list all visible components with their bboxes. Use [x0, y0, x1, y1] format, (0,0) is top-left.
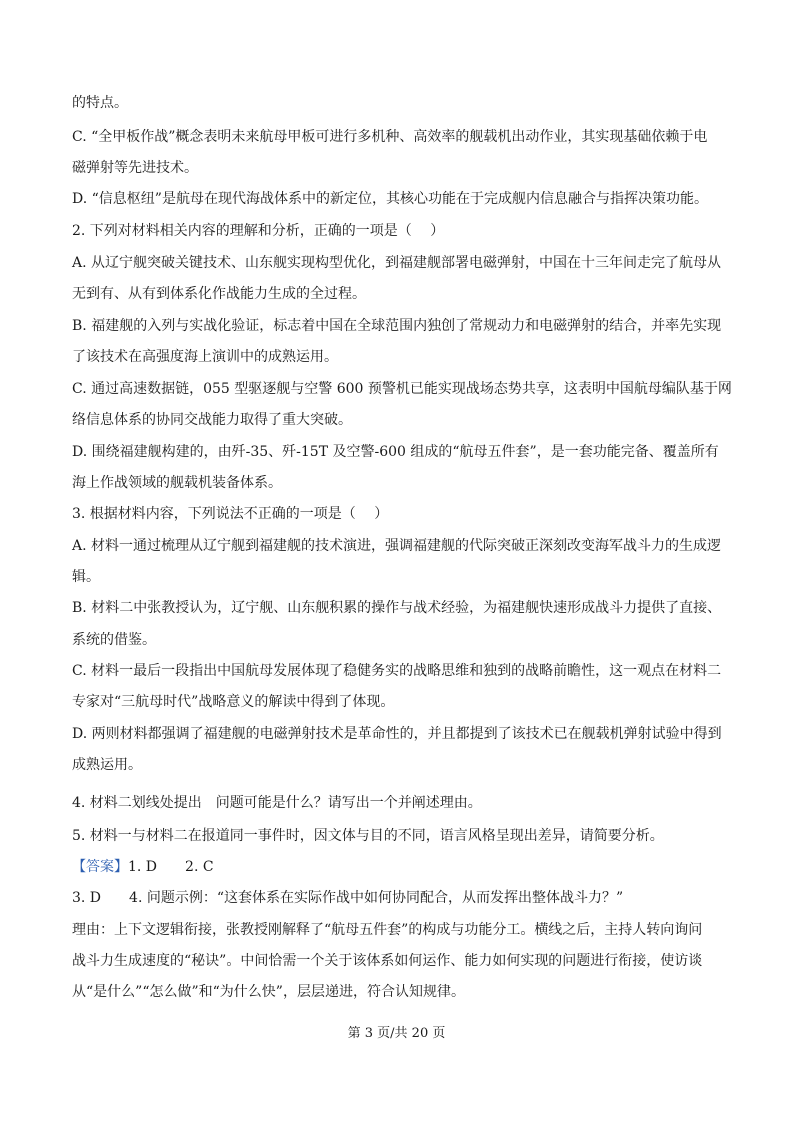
question-2-stem: 2. 下列对材料相关内容的理解和分析，正确的一项是（ ）: [72, 223, 445, 239]
text-line: 海上作战领域的舰载机装备体系。: [72, 475, 282, 491]
reason-line: 从“是什么”“怎么做”和“为什么快”，层层递进，符合认知规律。: [72, 984, 465, 1000]
page-number: 第 3 页/共 20 页: [347, 1026, 446, 1041]
answers-line: [72, 857, 214, 877]
reason-line: 理由：上下文逻辑衔接，张教授刚解释了“航母五件套”的构成与功能分工。横线之后，主持人转向询问: [72, 922, 703, 938]
text-line: 成熟运用。: [72, 757, 142, 773]
question-5-stem: 5. 材料一与材料二在报道同一事件时，因文体与目的不同，语言风格呈现出差异，请简要分析。: [72, 828, 664, 844]
text-line: B. 福建舰的入列与实战化验证，标志着中国在全球范围内独创了常规动力和电磁弹射的结合，并率先实现: [72, 318, 722, 334]
answer-label: 【答案】: [72, 859, 128, 875]
text-line: C. “全甲板作战”概念表明未来航母甲板可进行多机种、高效率的舰载机出动作业，其实现基础依赖于电: [72, 129, 708, 145]
text-line: 无到有、从有到体系化作战能力生成的全过程。: [72, 286, 366, 302]
text-line: 辑。: [72, 569, 100, 585]
text-line: C. 通过高速数据链，055 型驱逐舰与空警 600 预警机已能实现战场态势共享，这表明中国航母编队基于网: [72, 381, 732, 397]
text-line: C. 材料一最后一段指出中国航母发展体现了稳健务实的战略思维和独到的战略前瞻性，这一观点在材料二: [72, 663, 722, 679]
text-line: B. 材料二中张教授认为，辽宁舰、山东舰积累的操作与战术经验，为福建舰快速形成战斗力提供了直接、: [72, 600, 722, 616]
answers-3-4: 3. D 4. 问题示例：“这套体系在实际作战中如何协同配合，从而发挥出整体战斗力？”: [72, 890, 624, 906]
text-line: D. 围绕福建舰构建的，由歼-35、歼-15T 及空警-600 组成的“航母五件套”，是一套功能完备、覆盖所有: [72, 444, 719, 460]
text-line: D. 两则材料都强调了福建舰的电磁弹射技术是革命性的，并且都提到了该技术已在舰载机弹射试验中得到: [72, 726, 722, 742]
text-line: 磁弹射等先进技术。: [72, 160, 198, 176]
text-line: A. 材料一通过梳理从辽宁舰到福建舰的技术演进，强调福建舰的代际突破正深刻改变海军战斗力的生成逻: [72, 538, 722, 554]
text-line: 了该技术在高强度海上演训中的成熟运用。: [72, 349, 338, 365]
text-line: 专家对“三航母时代”战略意义的解读中得到了体现。: [72, 694, 395, 710]
text-line: A. 从辽宁舰突破关键技术、山东舰实现构型优化，到福建舰部署电磁弹射，中国在十三年间走完了航母从: [72, 255, 722, 271]
reason-line: 战斗力生成速度的“秘诀”。中间恰需一个关于该体系如何运作、能力如何实现的问题进行衔接，使访谈: [72, 953, 703, 969]
text-line: 系统的借鉴。: [72, 632, 156, 648]
answers-1-2: 1. D 2. C: [128, 859, 214, 875]
question-4-stem: 4. 材料二划线处提出 问题可能是什么？请写出一个并阐述理由。: [72, 795, 482, 811]
text-line: 络信息体系的协同交战能力取得了重大突破。: [72, 412, 352, 428]
text-line: D. “信息枢纽”是航母在现代海战体系中的新定位，其核心功能在于完成舰内信息融合与指挥决策功能。: [72, 191, 708, 207]
text-line: 的特点。: [72, 95, 128, 111]
question-3-stem: 3. 根据材料内容，下列说法不正确的一项是（ ）: [72, 506, 389, 522]
